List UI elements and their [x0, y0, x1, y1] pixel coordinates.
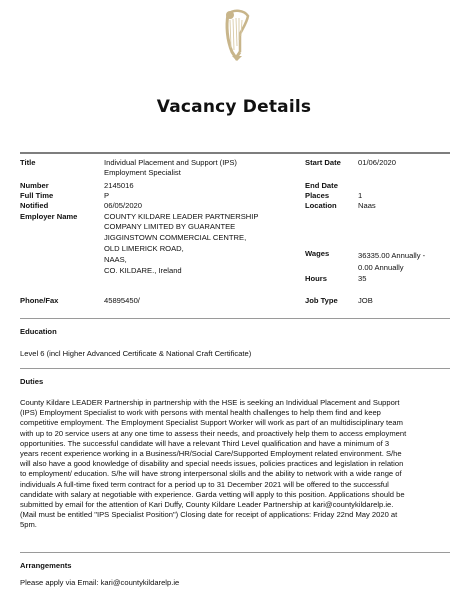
start-date-label: Start Date — [305, 158, 341, 167]
start-date-value: 01/06/2020 — [358, 158, 397, 167]
duties-line: (IPS) Employment Specialist to work with persons with mental health challenges to help them find and keep — [20, 408, 381, 418]
top-divider — [20, 152, 450, 154]
arrangements-heading: Arrangements — [20, 561, 72, 570]
duties-line: years recent experience working in a Business/HR/Social Care/Supported Employment related environment. S/he — [20, 449, 402, 459]
education-text: Level 6 (incl Higher Advanced Certificate & National Craft Certificate) — [20, 349, 252, 358]
duties-line: candidate with salary at negotiable with experience. Garda vetting will apply to this position. Applications should be — [20, 489, 405, 499]
wages-label: Wages — [305, 249, 330, 258]
education-heading: Education — [20, 327, 57, 336]
number-value: 2145016 — [104, 181, 134, 190]
arrangements-text: Please apply via Email: kari@countykildarelp.ie — [20, 578, 180, 587]
places-label: Places — [305, 191, 330, 200]
irish-harp-icon — [222, 6, 252, 62]
employer-line-2: COMPANY LIMITED BY GUARANTEE — [104, 222, 236, 231]
duties-line: will also have a good knowledge of disability and special needs issues, policies practices and legislation in relation — [20, 459, 404, 469]
employer-line-1: COUNTY KILDARE LEADER PARTNERSHIP — [104, 212, 259, 221]
notified-label: Notified — [20, 201, 49, 210]
employer-line-5: NAAS, — [104, 255, 127, 264]
duties-line: submitted by email for the attention of Kari Duffy, County Kildare Leader Partnership at kari@countykildarelp.ie. — [20, 500, 394, 510]
employer-line-3: JIGGINSTOWN COMMERCIAL CENTRE, — [104, 233, 247, 242]
job-title-line-1: Individual Placement and Support (IPS) — [104, 158, 237, 167]
number-label: Number — [20, 181, 49, 190]
duties-line: with up to 20 service users at any one time to assess their needs, and proactively help them to access employment — [20, 428, 407, 438]
hours-label: Hours — [305, 274, 327, 283]
duties-line: to employment/ education. S/he will have strong interpersonal skills and the ability to network with a wide range of — [20, 469, 402, 479]
title-label: Title — [20, 158, 36, 167]
notified-value: 06/05/2020 — [104, 201, 143, 210]
employer-line-6: CO. KILDARE., Ireland — [104, 266, 182, 275]
wages-line-1: 36335.00 Annually - — [358, 251, 426, 260]
duties-line: competitive employment. The Employment Specialist Support Worker will work as part of an multidisciplinary team — [20, 418, 403, 428]
phone-value: 45895450/ — [104, 296, 140, 305]
fulltime-label: Full Time — [20, 191, 54, 200]
page-title: Vacancy Details — [156, 97, 312, 117]
duties-text — [20, 398, 448, 531]
places-value: 1 — [358, 191, 363, 200]
duties-line: (Mail must be entitled "IPS Specialist Position") Closing date for receipt of applications: Friday 22nd May 2020 at — [20, 510, 398, 520]
hours-value: 35 — [358, 274, 367, 283]
duties-line: individuals A full-time fixed term contract for a period up to 31 December 2021 will be offered to the successful — [20, 479, 389, 489]
duties-line: County Kildare LEADER Partnership in partnership with the HSE is seeking an Individual Placement and Support — [20, 398, 400, 407]
duties-divider — [20, 368, 450, 369]
arrangements-divider — [20, 552, 450, 553]
end-date-label: End Date — [305, 181, 338, 190]
fulltime-value: P — [104, 191, 110, 200]
duties-line: 5pm. — [20, 520, 37, 530]
employer-label: Employer Name — [20, 212, 78, 221]
duties-heading: Duties — [20, 377, 44, 386]
wages-line-2: 0.00 Annually — [358, 263, 404, 272]
duties-line: opportunities. The successful candidate will have a relevant Third Level qualification and have a minimum of 3 — [20, 438, 390, 448]
job-type-label: Job Type — [305, 296, 338, 305]
location-label: Location — [305, 201, 337, 210]
job-type-value: JOB — [358, 296, 373, 305]
employer-line-4: OLD LIMERICK ROAD, — [104, 244, 184, 253]
location-value: Naas — [358, 201, 376, 210]
phone-label: Phone/Fax — [20, 296, 59, 305]
education-divider — [20, 318, 450, 319]
job-title-line-2: Employment Specialist — [104, 168, 181, 177]
